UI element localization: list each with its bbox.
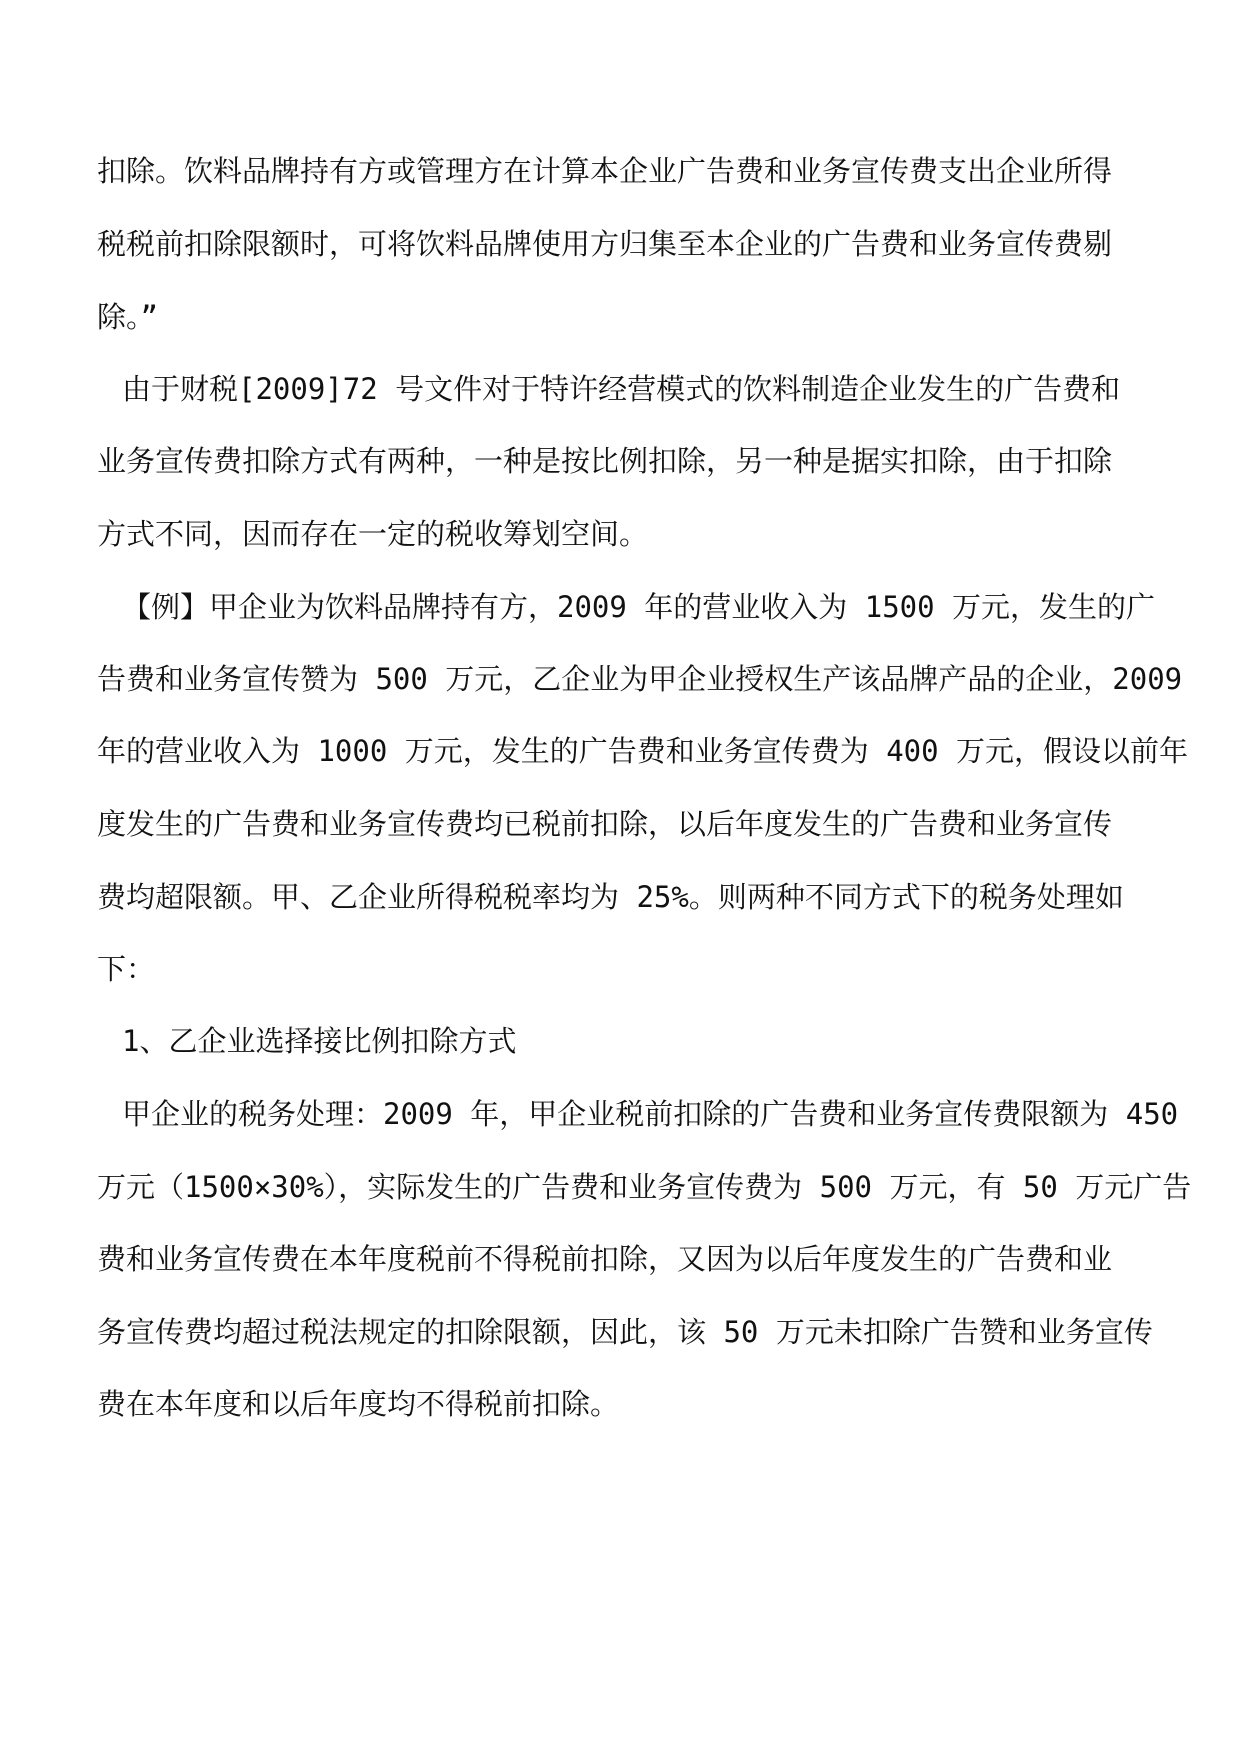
text-line: 扣除。饮料品牌持有方或管理方在计算本企业广告费和业务宣传费支出企业所得 [97,154,1113,188]
text-line: 度发生的广告费和业务宣传费均已税前扣除，以后年度发生的广告费和业务宣传 [97,807,1113,841]
text-line: 甲企业的税务处理：2009 年，甲企业税前扣除的广告费和业务宣传费限额为 450 [122,1097,1179,1131]
text-line: 万元（1500×30%），实际发生的广告费和业务宣传费为 500 万元，有 50 万元广告 [97,1170,1192,1204]
text-line: 费均超限额。甲、乙企业所得税税率均为 25%。则两种不同方式下的税务处理如 [97,880,1124,914]
text-line: 费和业务宣传费在本年度税前不得税前扣除，又因为以后年度发生的广告费和业 [97,1242,1113,1276]
text-line: 除。” [97,300,158,334]
section-heading: 1、乙企业选择接比例扣除方式 [122,1024,517,1058]
text-line: 下： [97,952,156,986]
text-line: 税税前扣除限额时，可将饮料品牌使用方归集至本企业的广告费和业务宣传费剔 [97,227,1113,261]
text-line: 务宣传费均超过税法规定的扣除限额，因此，该 50 万元未扣除广告赞和业务宣传 [97,1315,1153,1349]
text-line: 【例】甲企业为饮料品牌持有方，2009 年的营业收入为 1500 万元，发生的广 [122,590,1156,624]
text-line: 年的营业收入为 1000 万元，发生的广告费和业务宣传费为 400 万元，假设以前年 [97,734,1189,768]
text-line: 费在本年度和以后年度均不得税前扣除。 [97,1387,620,1421]
text-line: 告费和业务宣传赞为 500 万元，乙企业为甲企业授权生产该品牌产品的企业，2009 [97,662,1183,696]
text-line: 业务宣传费扣除方式有两种，一种是按比例扣除，另一种是据实扣除，由于扣除 [97,444,1113,478]
text-line: 由于财税[2009]72 号文件对于特许经营模式的饮料制造企业发生的广告费和 [122,372,1121,406]
text-line: 方式不同，因而存在一定的税收筹划空间。 [97,517,649,551]
